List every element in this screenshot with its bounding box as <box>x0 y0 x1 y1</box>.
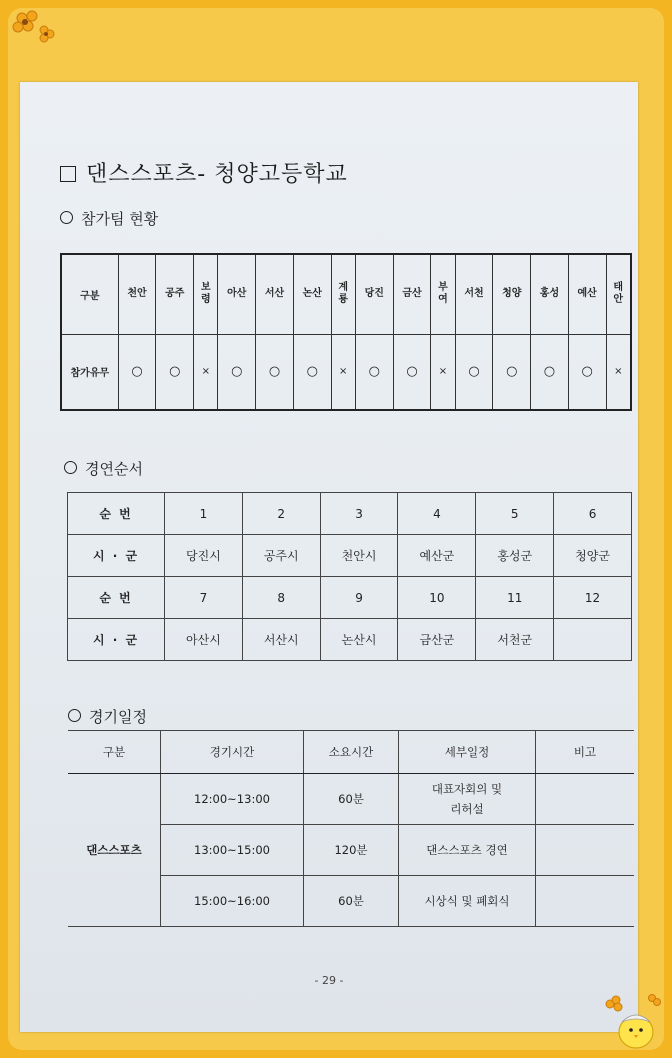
participation-table <box>60 253 632 411</box>
page-title: 댄스스포츠- 청양고등학교 <box>60 157 348 188</box>
order-city-cell: 청양군 <box>554 535 632 577</box>
order-number-cell: 1 <box>165 493 243 535</box>
participation-value-cell: ○ <box>493 334 531 410</box>
region-header-cell: 서산 <box>256 254 294 334</box>
schedule-header-cell: 소요시간 <box>304 731 399 774</box>
schedule-header-cell: 구분 <box>68 731 161 774</box>
participation-value-cell: ○ <box>118 334 156 410</box>
participation-value-cell: ○ <box>568 334 606 410</box>
circle-bullet-icon <box>60 211 73 224</box>
participation-value-cell: ○ <box>355 334 393 410</box>
order-city-cell <box>554 619 632 661</box>
schedule-duration-cell: 120분 <box>304 825 399 876</box>
section-order: 경연순서 <box>64 458 143 479</box>
order-city-cell: 천안시 <box>320 535 398 577</box>
region-header-cell: 금산 <box>393 254 431 334</box>
participation-value-cell: × <box>194 334 218 410</box>
chick-mascot-icon <box>600 990 662 1052</box>
order-number-cell: 7 <box>165 577 243 619</box>
region-header-cell: 청양 <box>493 254 531 334</box>
region-header-cell: 홍성 <box>531 254 569 334</box>
schedule-note-cell <box>536 876 635 927</box>
order-label: 순 번 <box>68 577 165 619</box>
schedule-duration-cell: 60분 <box>304 774 399 825</box>
schedule-time-cell: 15:00~16:00 <box>161 876 304 927</box>
page-number: - 29 - <box>314 974 344 987</box>
participation-value-cell: ○ <box>455 334 493 410</box>
order-number-cell: 3 <box>320 493 398 535</box>
schedule-header-cell: 세부일정 <box>399 731 536 774</box>
region-header-cell: 예산 <box>568 254 606 334</box>
schedule-detail-cell: 댄스스포츠 경연 <box>399 825 536 876</box>
participation-value-cell: × <box>331 334 355 410</box>
order-city-cell: 서산시 <box>242 619 320 661</box>
order-number-cell: 8 <box>242 577 320 619</box>
order-city-cell: 논산시 <box>320 619 398 661</box>
participation-value-cell: × <box>606 334 631 410</box>
order-table <box>67 492 632 661</box>
participation-value-cell: ○ <box>156 334 194 410</box>
region-header-cell: 천안 <box>118 254 156 334</box>
square-bullet-icon <box>60 166 76 182</box>
schedule-group-cell: 댄스스포츠 <box>68 774 161 927</box>
region-header-cell: 계 룡 <box>331 254 355 334</box>
order-number-cell: 4 <box>398 493 476 535</box>
order-city-cell: 홍성군 <box>476 535 554 577</box>
schedule-duration-cell: 60분 <box>304 876 399 927</box>
flower-decoration-icon <box>6 4 62 60</box>
region-header-cell: 당진 <box>355 254 393 334</box>
region-header-cell: 서천 <box>455 254 493 334</box>
participation-value-cell: ○ <box>218 334 256 410</box>
order-number-cell: 5 <box>476 493 554 535</box>
participation-value-cell: ○ <box>293 334 331 410</box>
schedule-time-cell: 13:00~15:00 <box>161 825 304 876</box>
order-number-cell: 12 <box>554 577 632 619</box>
region-header-cell: 논산 <box>293 254 331 334</box>
city-label: 시 · 군 <box>68 535 165 577</box>
region-header-cell: 태 안 <box>606 254 631 334</box>
circle-bullet-icon <box>64 461 77 474</box>
document-page <box>20 82 638 1032</box>
schedule-time-cell: 12:00~13:00 <box>161 774 304 825</box>
schedule-header-cell: 비고 <box>536 731 635 774</box>
schedule-header-cell: 경기시간 <box>161 731 304 774</box>
schedule-table <box>68 730 634 927</box>
order-number-cell: 9 <box>320 577 398 619</box>
table-row-label: 참가유무 <box>61 334 118 410</box>
region-header-cell: 보 령 <box>194 254 218 334</box>
order-city-cell: 아산시 <box>165 619 243 661</box>
region-header-cell: 공주 <box>156 254 194 334</box>
participation-value-cell: × <box>431 334 455 410</box>
section-schedule: 경기일정 <box>68 706 147 727</box>
order-number-cell: 10 <box>398 577 476 619</box>
participation-value-cell: ○ <box>256 334 294 410</box>
order-number-cell: 6 <box>554 493 632 535</box>
order-city-cell: 예산군 <box>398 535 476 577</box>
schedule-note-cell <box>536 825 635 876</box>
order-label: 순 번 <box>68 493 165 535</box>
circle-bullet-icon <box>68 709 81 722</box>
section-participation: 참가팀 현황 <box>60 208 158 229</box>
order-city-cell: 당진시 <box>165 535 243 577</box>
order-number-cell: 2 <box>242 493 320 535</box>
region-header-cell: 아산 <box>218 254 256 334</box>
city-label: 시 · 군 <box>68 619 165 661</box>
region-header-cell: 부 여 <box>431 254 455 334</box>
table-header-cell: 구분 <box>61 254 118 334</box>
order-city-cell: 공주시 <box>242 535 320 577</box>
participation-value-cell: ○ <box>531 334 569 410</box>
order-number-cell: 11 <box>476 577 554 619</box>
schedule-detail-cell: 시상식 및 폐회식 <box>399 876 536 927</box>
order-city-cell: 금산군 <box>398 619 476 661</box>
schedule-detail-cell: 대표자회의 및 리허설 <box>399 774 536 825</box>
schedule-note-cell <box>536 774 635 825</box>
order-city-cell: 서천군 <box>476 619 554 661</box>
participation-value-cell: ○ <box>393 334 431 410</box>
